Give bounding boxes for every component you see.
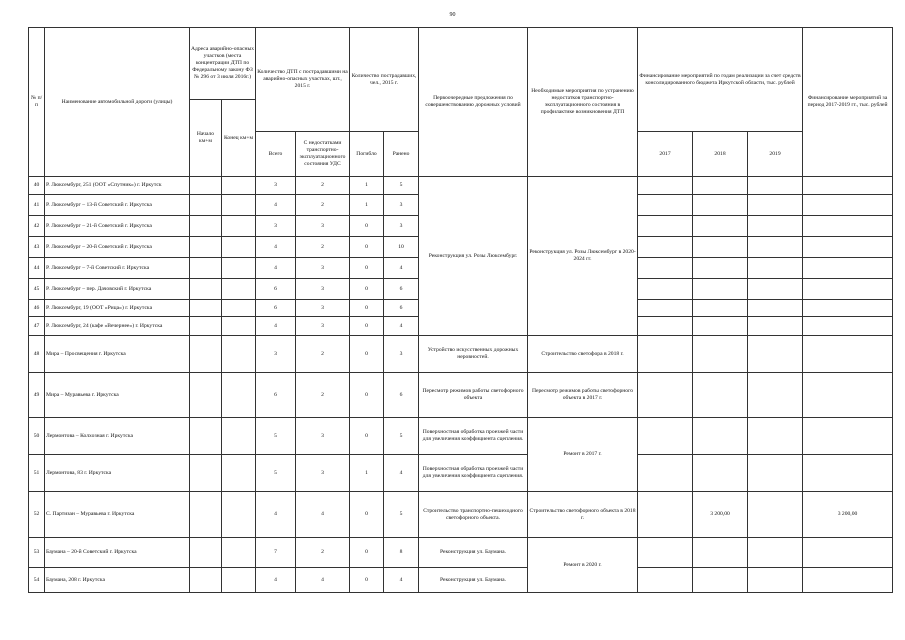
- row-number: 48: [29, 336, 45, 373]
- header-victims: Количество пострадавших, чел., 2015 г.: [350, 28, 419, 132]
- funding-total: [803, 177, 893, 195]
- funding-2019: [748, 195, 803, 216]
- funding-2017: [638, 336, 693, 373]
- injured: 8: [384, 538, 419, 568]
- funding-2019: [748, 568, 803, 593]
- header-addresses: Адреса аварийно-опасных участков (места концентрации ДТП по Федеральному закону ФЗ № 296 от 3 июля 2016г.): [190, 28, 256, 100]
- row-number: 49: [29, 373, 45, 418]
- funding-2019: [748, 258, 803, 279]
- funding-total: [803, 300, 893, 317]
- road-safety-table: [28, 27, 893, 593]
- end-cell: [222, 492, 256, 538]
- funding-2019: [748, 455, 803, 492]
- dtp-total: 6: [256, 279, 296, 300]
- row-number: 44: [29, 258, 45, 279]
- funding-2017: [638, 216, 693, 237]
- row-number: 45: [29, 279, 45, 300]
- injured: 3: [384, 336, 419, 373]
- dtp-total: 5: [256, 418, 296, 455]
- priority-proposal: Пересмотр режимов работы светофорного объекта: [419, 373, 528, 418]
- killed: 0: [350, 317, 384, 336]
- funding-2019: [748, 492, 803, 538]
- funding-2017: [638, 237, 693, 258]
- killed: 0: [350, 538, 384, 568]
- start-cell: [190, 336, 222, 373]
- road-name: Р. Люксембург, 251 (ООТ «Спутник») г. Иркутск: [45, 177, 190, 195]
- start-cell: [190, 492, 222, 538]
- priority-proposal: Поверхностная обработка проезжей части для увеличения коэффициента сцепления.: [419, 418, 528, 455]
- killed: 1: [350, 177, 384, 195]
- funding-2017: [638, 279, 693, 300]
- funding-2017: [638, 418, 693, 455]
- funding-2018: [693, 568, 748, 593]
- funding-total: [803, 279, 893, 300]
- header-funding-years: Финансирование мероприятий по годам реализации за счет средств консолидированного бюджета Иркутской области, тыс. рублей: [638, 28, 803, 132]
- end-cell: [222, 568, 256, 593]
- injured: 4: [384, 317, 419, 336]
- funding-total: [803, 216, 893, 237]
- road-name: Р. Люксембург – пер. Дачовский г. Иркутска: [45, 279, 190, 300]
- priority-proposal: Реконструкция ул. Баумана.: [419, 538, 528, 568]
- start-cell: [190, 258, 222, 279]
- dtp-udc: 2: [296, 336, 350, 373]
- dtp-total: 3: [256, 177, 296, 195]
- dtp-udc: 3: [296, 418, 350, 455]
- injured: 5: [384, 418, 419, 455]
- killed: 0: [350, 373, 384, 418]
- funding-2019: [748, 300, 803, 317]
- killed: 0: [350, 216, 384, 237]
- priority-proposal: Реконструкция ул. Розы Люксембург.: [419, 177, 528, 336]
- dtp-total: 4: [256, 492, 296, 538]
- start-cell: [190, 195, 222, 216]
- header-total: Всего: [256, 132, 296, 177]
- funding-2017: [638, 568, 693, 593]
- road-name: Р. Люксембург – 7-й Советский г. Иркутска: [45, 258, 190, 279]
- dtp-total: 7: [256, 538, 296, 568]
- end-cell: [222, 317, 256, 336]
- funding-2017: [638, 177, 693, 195]
- funding-2018: [693, 237, 748, 258]
- killed: 0: [350, 418, 384, 455]
- funding-total: [803, 538, 893, 568]
- required-measures: Ремонт в 2017 г.: [528, 418, 638, 492]
- funding-total: [803, 336, 893, 373]
- header-funding-total: Финансирование мероприятий за период 2017-2019 гг., тыс. рублей: [803, 28, 893, 177]
- row-number: 42: [29, 216, 45, 237]
- row-number: 50: [29, 418, 45, 455]
- table-row: [29, 568, 893, 593]
- required-measures: Пересмотр режимов работы светофорного объекта в 2017 г.: [528, 373, 638, 418]
- header-measures: Необходимые мероприятия по устранению недостатков транспортно-эксплуатационного состояния в профилактике возникновения ДТП: [528, 28, 638, 177]
- funding-2019: [748, 279, 803, 300]
- required-measures: Ремонт в 2020 г.: [528, 538, 638, 593]
- killed: 0: [350, 300, 384, 317]
- road-name: Баумана – 20-й Советский г. Иркутска: [45, 538, 190, 568]
- dtp-total: 4: [256, 317, 296, 336]
- road-name: Мира – Муравьева г. Иркутска: [45, 373, 190, 418]
- funding-2019: [748, 373, 803, 418]
- end-cell: [222, 177, 256, 195]
- row-number: 47: [29, 317, 45, 336]
- header-end: Конец км+м: [222, 100, 256, 177]
- killed: 0: [350, 492, 384, 538]
- end-cell: [222, 538, 256, 568]
- killed: 0: [350, 258, 384, 279]
- dtp-total: 6: [256, 300, 296, 317]
- funding-2019: [748, 216, 803, 237]
- end-cell: [222, 258, 256, 279]
- road-name: Лермонтова, 83 г. Иркутска: [45, 455, 190, 492]
- funding-2017: [638, 195, 693, 216]
- funding-2019: [748, 538, 803, 568]
- funding-total: [803, 373, 893, 418]
- killed: 1: [350, 195, 384, 216]
- header-year-2017: 2017: [638, 132, 693, 177]
- funding-2017: [638, 455, 693, 492]
- road-name: Р. Люксембург, 24 (кафе «Вечернее») г. Иркутска: [45, 317, 190, 336]
- injured: 3: [384, 216, 419, 237]
- table-row: [29, 492, 893, 538]
- start-cell: [190, 216, 222, 237]
- funding-total: [803, 568, 893, 593]
- end-cell: [222, 237, 256, 258]
- funding-2017: [638, 373, 693, 418]
- start-cell: [190, 418, 222, 455]
- dtp-total: 3: [256, 336, 296, 373]
- dtp-total: 4: [256, 237, 296, 258]
- start-cell: [190, 279, 222, 300]
- road-name: С. Партизан – Муравьева г. Иркутска: [45, 492, 190, 538]
- killed: 0: [350, 279, 384, 300]
- killed: 0: [350, 237, 384, 258]
- dtp-total: 5: [256, 455, 296, 492]
- funding-2018: [693, 538, 748, 568]
- funding-total: [803, 455, 893, 492]
- dtp-udc: 3: [296, 455, 350, 492]
- row-number: 51: [29, 455, 45, 492]
- dtp-udc: 3: [296, 317, 350, 336]
- header-injured: Ранено: [384, 132, 419, 177]
- funding-2018: [693, 177, 748, 195]
- injured: 4: [384, 455, 419, 492]
- row-number: 41: [29, 195, 45, 216]
- dtp-total: 6: [256, 373, 296, 418]
- funding-total: [803, 418, 893, 455]
- dtp-total: 4: [256, 258, 296, 279]
- end-cell: [222, 300, 256, 317]
- killed: 1: [350, 455, 384, 492]
- funding-2017: [638, 300, 693, 317]
- road-name: Лермонтова – Колхозная г. Иркутска: [45, 418, 190, 455]
- end-cell: [222, 216, 256, 237]
- header-udc: С недостатками транспортно-эксплуатационного состояния УДС: [296, 132, 350, 177]
- end-cell: [222, 195, 256, 216]
- header-start: Начало км+м: [190, 100, 222, 177]
- funding-2017: [638, 317, 693, 336]
- injured: 4: [384, 258, 419, 279]
- priority-proposal: Реконструкция ул. Баумана.: [419, 568, 528, 593]
- start-cell: [190, 300, 222, 317]
- injured: 5: [384, 177, 419, 195]
- funding-total: [803, 195, 893, 216]
- table-row: [29, 538, 893, 568]
- start-cell: [190, 317, 222, 336]
- injured: 5: [384, 492, 419, 538]
- killed: 0: [350, 568, 384, 593]
- start-cell: [190, 568, 222, 593]
- injured: 3: [384, 195, 419, 216]
- dtp-total: 4: [256, 195, 296, 216]
- road-name: Мира – Просвещения г. Иркутска: [45, 336, 190, 373]
- funding-2017: [638, 492, 693, 538]
- dtp-udc: 3: [296, 216, 350, 237]
- header-dtp-count: Количество ДТП с пострадавшими на аварийно-опасных участках, шт., 2015 г.: [256, 28, 350, 132]
- funding-2018: [693, 216, 748, 237]
- funding-2018: [693, 258, 748, 279]
- required-measures: Строительство светофорного объекта в 2018 г.: [528, 492, 638, 538]
- funding-2018: [693, 373, 748, 418]
- funding-2018: [693, 418, 748, 455]
- funding-total: [803, 317, 893, 336]
- row-number: 52: [29, 492, 45, 538]
- start-cell: [190, 177, 222, 195]
- funding-2018: 3 200,00: [693, 492, 748, 538]
- funding-2018: [693, 300, 748, 317]
- page-number: 90: [449, 12, 456, 18]
- road-name: Р. Люксембург – 13-й Советский г. Иркутска: [45, 195, 190, 216]
- end-cell: [222, 373, 256, 418]
- funding-2018: [693, 317, 748, 336]
- dtp-udc: 2: [296, 373, 350, 418]
- priority-proposal: Устройство искусственных дорожных неровностей.: [419, 336, 528, 373]
- header-year-2019: 2019: [748, 132, 803, 177]
- start-cell: [190, 455, 222, 492]
- dtp-udc: 3: [296, 300, 350, 317]
- table-row: [29, 336, 893, 373]
- header-year-2018: 2018: [693, 132, 748, 177]
- dtp-total: 3: [256, 216, 296, 237]
- end-cell: [222, 455, 256, 492]
- funding-2019: [748, 237, 803, 258]
- header-killed: Погибло: [350, 132, 384, 177]
- end-cell: [222, 418, 256, 455]
- row-number: 43: [29, 237, 45, 258]
- row-number: 53: [29, 538, 45, 568]
- funding-2018: [693, 455, 748, 492]
- header-num: № п/п: [29, 28, 45, 177]
- dtp-udc: 3: [296, 258, 350, 279]
- row-number: 46: [29, 300, 45, 317]
- start-cell: [190, 538, 222, 568]
- dtp-total: 4: [256, 568, 296, 593]
- dtp-udc: 4: [296, 492, 350, 538]
- road-name: Баумана, 208 г. Иркутска: [45, 568, 190, 593]
- dtp-udc: 2: [296, 177, 350, 195]
- table-row: [29, 373, 893, 418]
- injured: 10: [384, 237, 419, 258]
- road-name: Р. Люксембург – 21-й Советский г. Иркутска: [45, 216, 190, 237]
- funding-2018: [693, 336, 748, 373]
- priority-proposal: Поверхностная обработка проезжей части для увеличения коэффициента сцепления.: [419, 455, 528, 492]
- dtp-udc: 4: [296, 568, 350, 593]
- start-cell: [190, 237, 222, 258]
- funding-2019: [748, 317, 803, 336]
- start-cell: [190, 373, 222, 418]
- road-name: Р. Люксембург, 19 (ООТ «Рица») г. Иркутска: [45, 300, 190, 317]
- table-row: [29, 177, 893, 195]
- road-name: Р. Люксембург – 20-й Советский г. Иркутска: [45, 237, 190, 258]
- dtp-udc: 2: [296, 538, 350, 568]
- row-number: 54: [29, 568, 45, 593]
- funding-2019: [748, 177, 803, 195]
- required-measures: Реконструкция ул. Розы Люксембург в 2020-2024 гг.: [528, 177, 638, 336]
- end-cell: [222, 336, 256, 373]
- funding-2017: [638, 258, 693, 279]
- table-row: [29, 418, 893, 455]
- injured: 6: [384, 373, 419, 418]
- injured: 6: [384, 279, 419, 300]
- dtp-udc: 2: [296, 195, 350, 216]
- dtp-udc: 3: [296, 279, 350, 300]
- funding-2019: [748, 418, 803, 455]
- end-cell: [222, 279, 256, 300]
- injured: 4: [384, 568, 419, 593]
- funding-2017: [638, 538, 693, 568]
- funding-total: [803, 258, 893, 279]
- required-measures: Строительство светофора в 2018 г.: [528, 336, 638, 373]
- funding-2019: [748, 336, 803, 373]
- injured: 6: [384, 300, 419, 317]
- priority-proposal: Строительство транспортно-пешеходного светофорного объекта.: [419, 492, 528, 538]
- funding-2018: [693, 279, 748, 300]
- dtp-udc: 2: [296, 237, 350, 258]
- header-priority: Первоочередные предложения по совершенствованию дорожных условий: [419, 28, 528, 177]
- killed: 0: [350, 336, 384, 373]
- funding-total: [803, 237, 893, 258]
- row-number: 40: [29, 177, 45, 195]
- funding-total: 3 200,00: [803, 492, 893, 538]
- funding-2018: [693, 195, 748, 216]
- header-road: Наименование автомобильной дороги (улицы): [45, 28, 190, 177]
- table-row: [29, 455, 893, 492]
